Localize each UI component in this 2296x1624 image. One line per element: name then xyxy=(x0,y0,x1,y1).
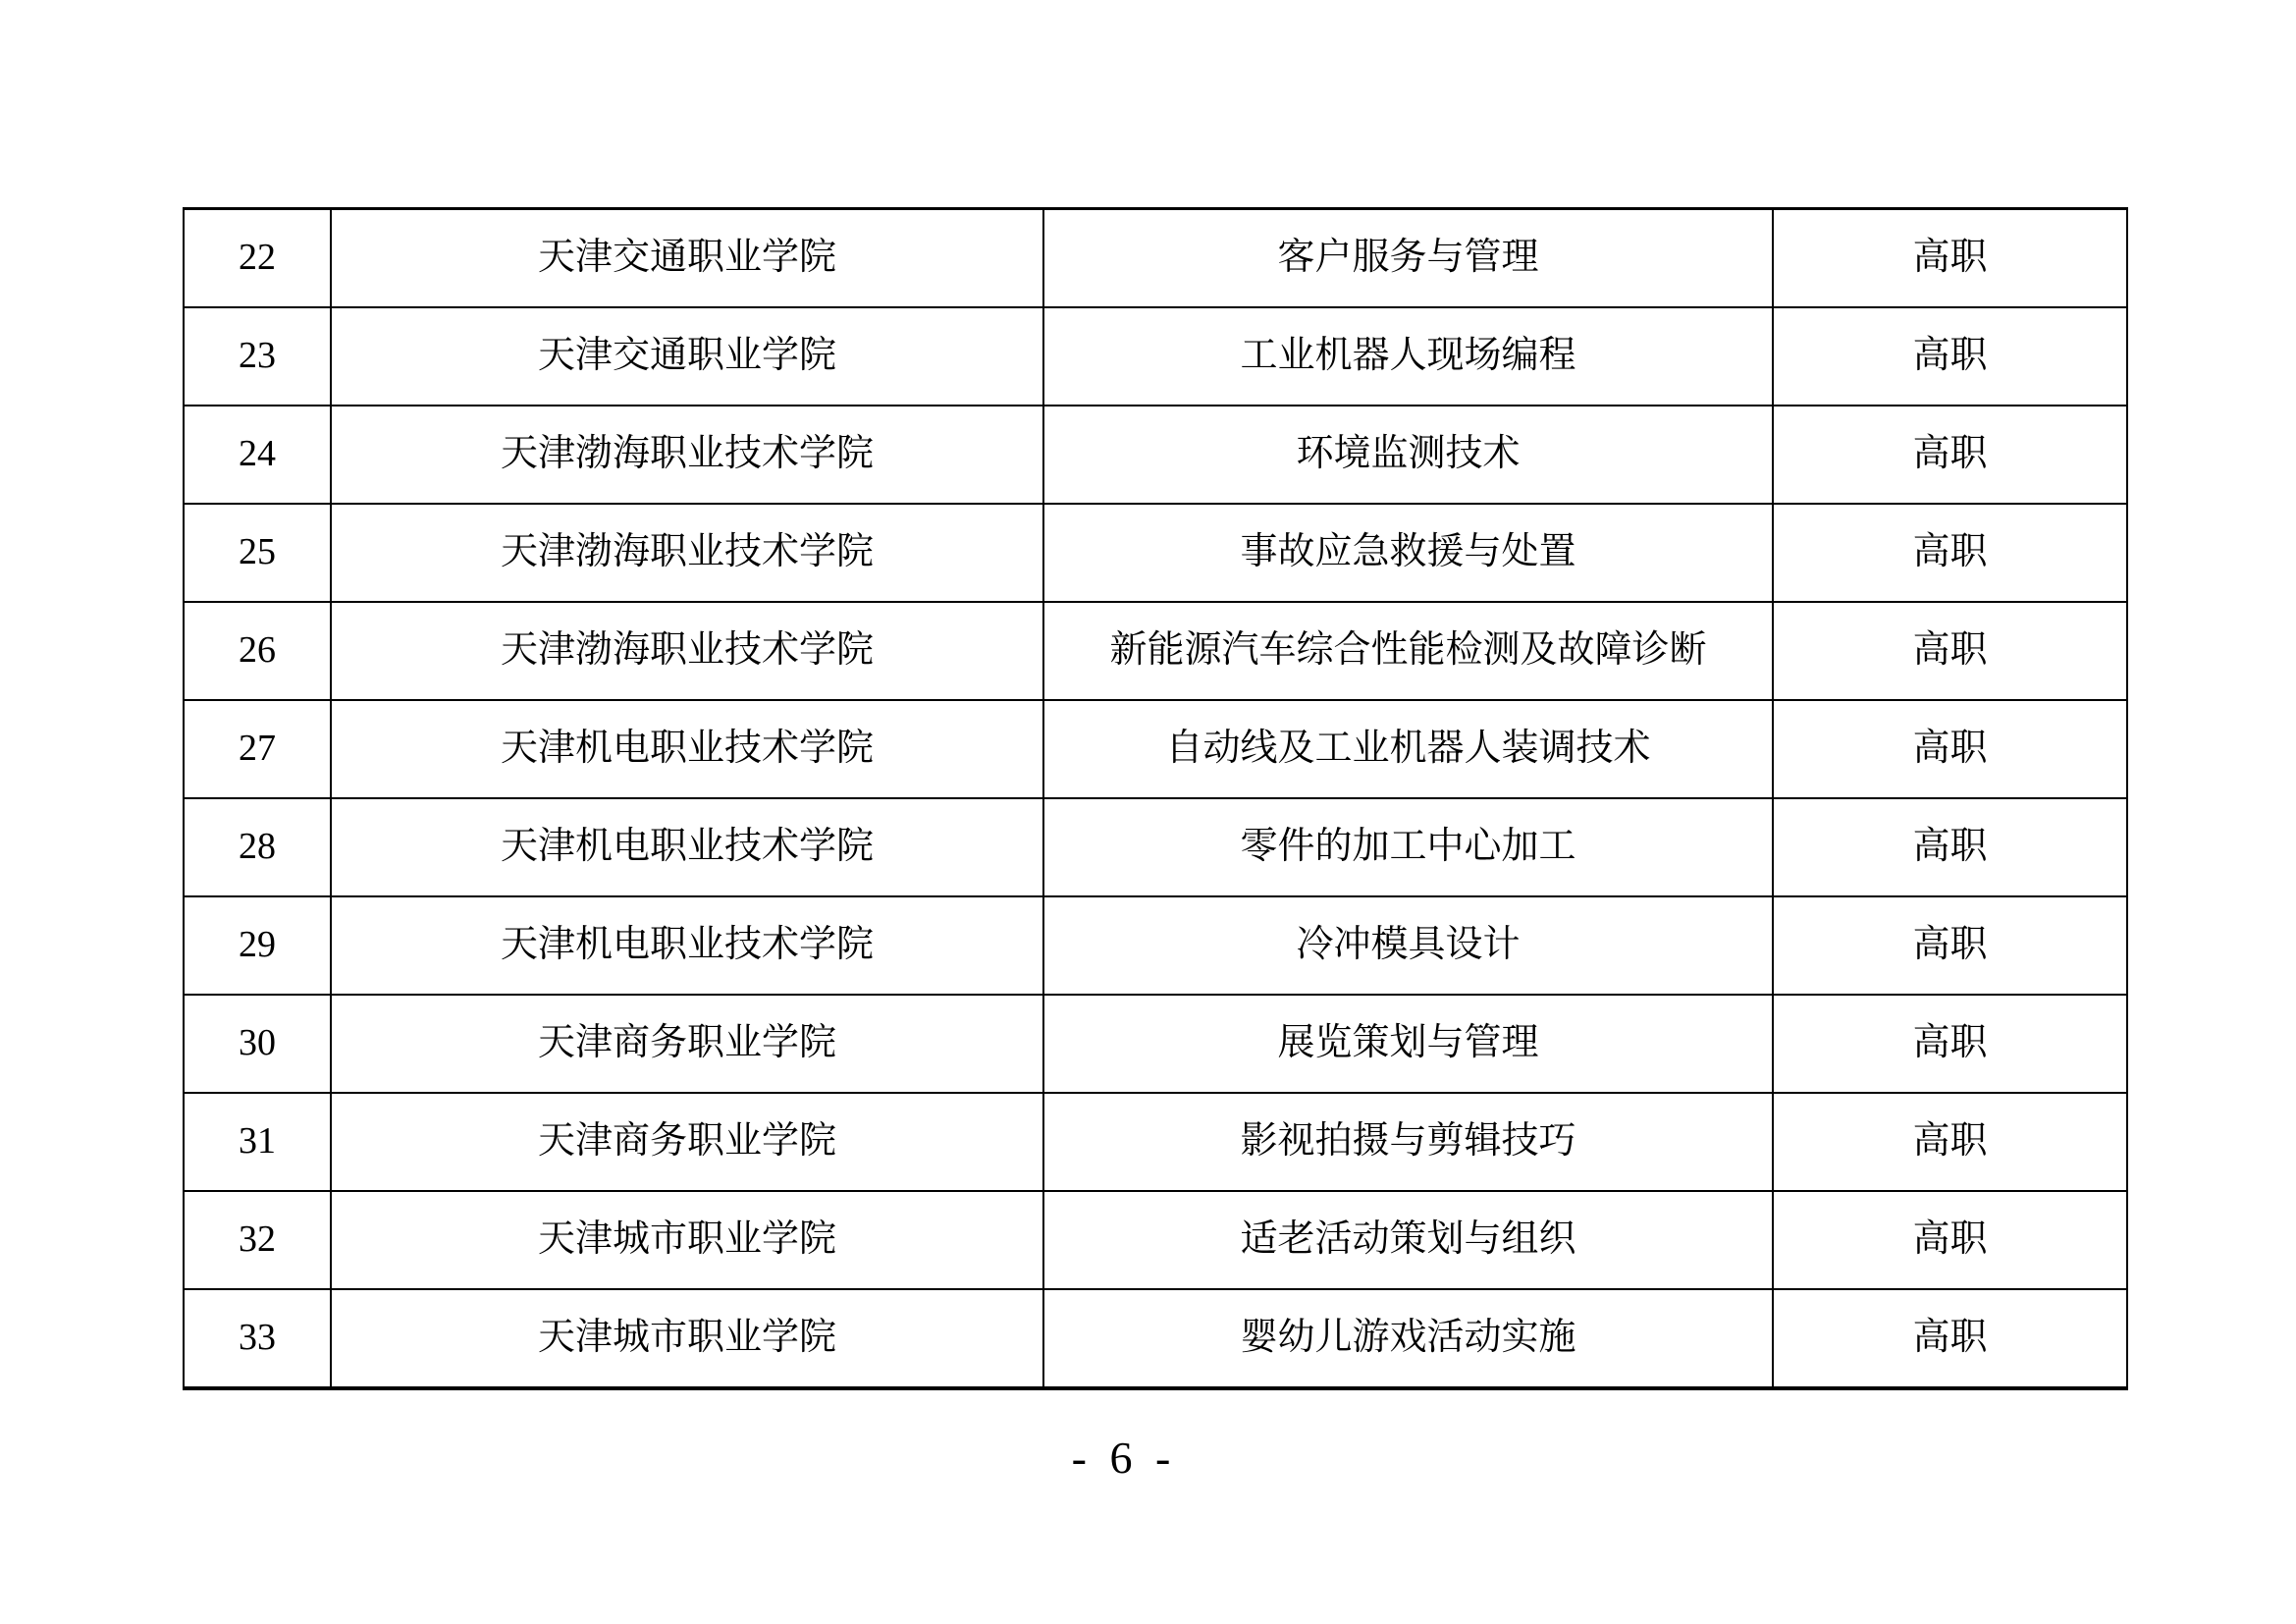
institution-cell: 天津城市职业学院 xyxy=(331,1191,1043,1289)
institution-cell: 天津机电职业技术学院 xyxy=(331,700,1043,798)
level-cell: 高职 xyxy=(1773,307,2127,406)
row-number-cell: 31 xyxy=(184,1093,331,1191)
row-number-cell: 32 xyxy=(184,1191,331,1289)
table-row xyxy=(184,504,2127,602)
program-cell: 冷冲模具设计 xyxy=(1043,896,1773,995)
institution-cell: 天津城市职业学院 xyxy=(331,1289,1043,1388)
row-number-cell: 30 xyxy=(184,995,331,1093)
program-cell: 环境监测技术 xyxy=(1043,406,1773,504)
institution-cell: 天津交通职业学院 xyxy=(331,209,1043,308)
level-cell: 高职 xyxy=(1773,602,2127,700)
program-cell: 自动线及工业机器人装调技术 xyxy=(1043,700,1773,798)
table-row xyxy=(184,995,2127,1093)
level-cell: 高职 xyxy=(1773,995,2127,1093)
table-row xyxy=(184,406,2127,504)
program-cell: 婴幼儿游戏活动实施 xyxy=(1043,1289,1773,1388)
level-cell: 高职 xyxy=(1773,209,2127,308)
row-number-cell: 22 xyxy=(184,209,331,308)
program-cell: 新能源汽车综合性能检测及故障诊断 xyxy=(1043,602,1773,700)
table-row xyxy=(184,798,2127,896)
level-cell: 高职 xyxy=(1773,406,2127,504)
level-cell: 高职 xyxy=(1773,504,2127,602)
row-number-cell: 24 xyxy=(184,406,331,504)
programs-table xyxy=(183,207,2128,1390)
level-cell: 高职 xyxy=(1773,1289,2127,1388)
institution-cell: 天津机电职业技术学院 xyxy=(331,798,1043,896)
institution-cell: 天津机电职业技术学院 xyxy=(331,896,1043,995)
row-number-cell: 26 xyxy=(184,602,331,700)
institution-cell: 天津商务职业学院 xyxy=(331,1093,1043,1191)
table-row xyxy=(184,1191,2127,1289)
row-number-cell: 27 xyxy=(184,700,331,798)
row-number-cell: 29 xyxy=(184,896,331,995)
institution-cell: 天津渤海职业技术学院 xyxy=(331,602,1043,700)
institution-cell: 天津商务职业学院 xyxy=(331,995,1043,1093)
institution-cell: 天津渤海职业技术学院 xyxy=(331,504,1043,602)
table-row xyxy=(184,700,2127,798)
table-row xyxy=(184,209,2127,308)
program-cell: 工业机器人现场编程 xyxy=(1043,307,1773,406)
program-cell: 影视拍摄与剪辑技巧 xyxy=(1043,1093,1773,1191)
program-cell: 事故应急救援与处置 xyxy=(1043,504,1773,602)
institution-cell: 天津渤海职业技术学院 xyxy=(331,406,1043,504)
program-cell: 零件的加工中心加工 xyxy=(1043,798,1773,896)
program-cell: 客户服务与管理 xyxy=(1043,209,1773,308)
row-number-cell: 28 xyxy=(184,798,331,896)
table-row xyxy=(184,1093,2127,1191)
row-number-cell: 23 xyxy=(184,307,331,406)
table-row xyxy=(184,602,2127,700)
level-cell: 高职 xyxy=(1773,1191,2127,1289)
table-row xyxy=(184,1289,2127,1388)
level-cell: 高职 xyxy=(1773,798,2127,896)
program-cell: 展览策划与管理 xyxy=(1043,995,1773,1093)
level-cell: 高职 xyxy=(1773,1093,2127,1191)
level-cell: 高职 xyxy=(1773,896,2127,995)
row-number-cell: 25 xyxy=(184,504,331,602)
program-cell: 适老活动策划与组织 xyxy=(1043,1191,1773,1289)
page-number: - 6 - xyxy=(1071,1433,1177,1483)
row-number-cell: 33 xyxy=(184,1289,331,1388)
table-row xyxy=(184,896,2127,995)
institution-cell: 天津交通职业学院 xyxy=(331,307,1043,406)
table-row xyxy=(184,307,2127,406)
programs-table-body xyxy=(184,209,2127,1389)
level-cell: 高职 xyxy=(1773,700,2127,798)
